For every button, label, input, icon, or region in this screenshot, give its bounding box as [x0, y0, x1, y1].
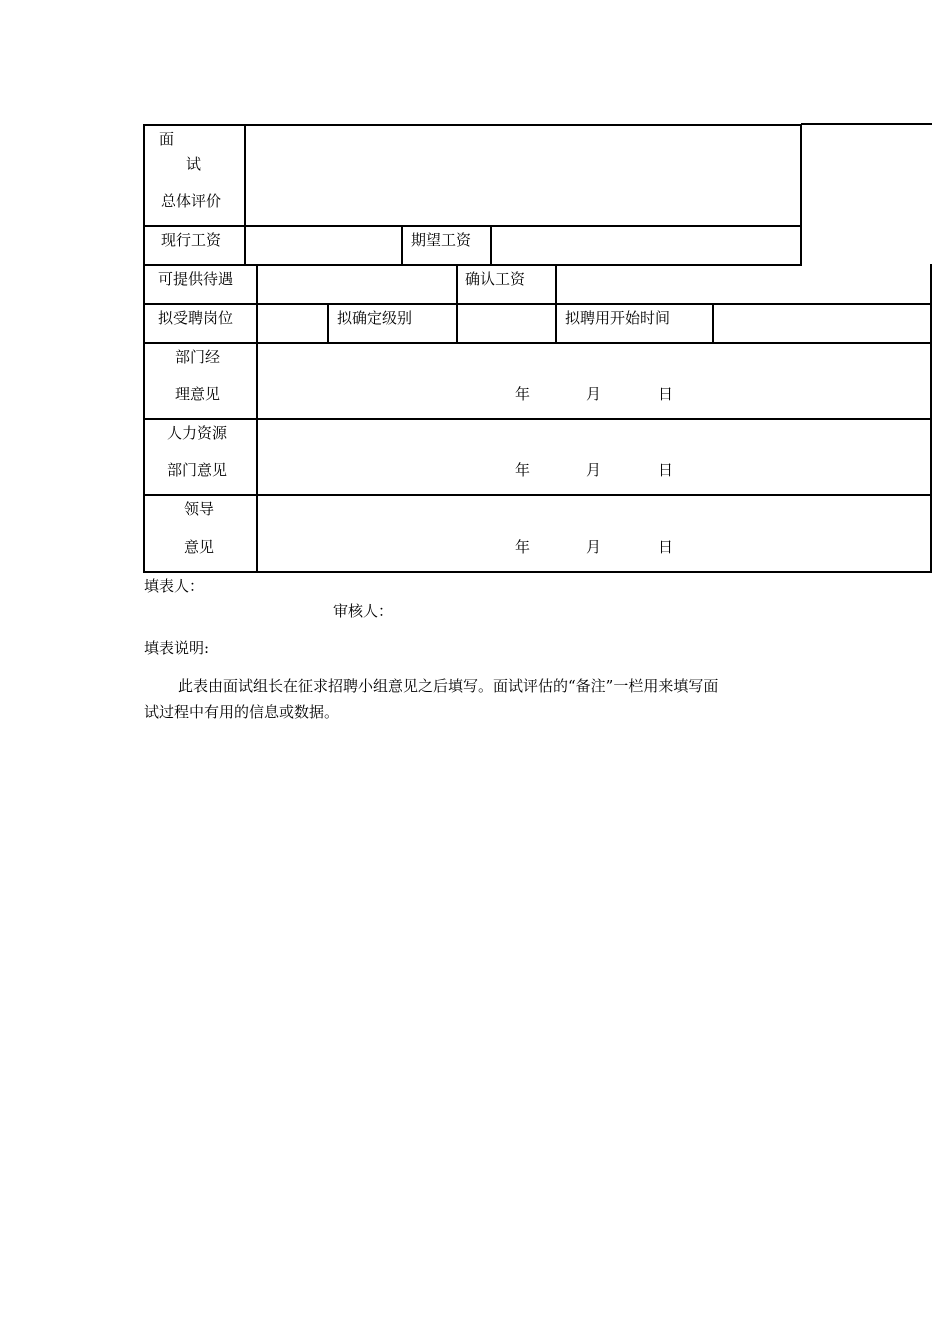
date-month: 月 [586, 538, 602, 556]
current-salary-label: 现行工资 [161, 231, 222, 249]
filler-label: 填表人： [144, 577, 205, 595]
grid-line [401, 225, 403, 266]
reviewer-label: 审核人： [333, 602, 394, 620]
grid-line [800, 124, 802, 266]
grid-line [490, 225, 492, 266]
hr-dept-label-2: 部门意见 [167, 461, 228, 479]
date-day: 日 [658, 538, 674, 556]
grid-line [555, 264, 557, 344]
offer-field[interactable] [259, 267, 455, 302]
confirm-salary-field[interactable] [558, 267, 929, 302]
date-year: 年 [515, 385, 531, 403]
date-year: 年 [515, 538, 531, 556]
date-year: 年 [515, 461, 531, 479]
grid-line [143, 571, 932, 573]
grid-line [143, 124, 801, 126]
grid-line [143, 303, 932, 305]
grid-line [143, 494, 932, 496]
offer-label: 可提供待遇 [158, 270, 234, 288]
current-salary-field[interactable] [247, 228, 400, 263]
date-month: 月 [586, 385, 602, 403]
grid-line [143, 225, 802, 227]
level-label: 拟确定级别 [337, 309, 413, 327]
start-time-label: 拟聘用开始时间 [565, 309, 671, 327]
leader-opinion-field[interactable] [259, 497, 929, 570]
eval-label-3: 总体评价 [161, 192, 222, 210]
hr-opinion-field[interactable] [259, 421, 929, 493]
expected-salary-field[interactable] [493, 228, 799, 263]
leader-label-1: 领导 [184, 500, 215, 518]
notes-paragraph-line1: 此表由面试组长在征求招聘小组意见之后填写。面试评估的“备注”一栏用来填写面 [178, 677, 719, 695]
grid-line [256, 264, 258, 573]
expected-salary-label: 期望工资 [411, 231, 472, 249]
dept-manager-label-1: 部门经 [175, 348, 221, 366]
position-field[interactable] [259, 306, 326, 341]
eval-label-2: 试 [186, 155, 202, 173]
grid-line [143, 264, 802, 266]
date-month: 月 [586, 461, 602, 479]
notes-paragraph-line2: 试过程中有用的信息或数据。 [144, 703, 340, 721]
position-label: 拟受聘岗位 [158, 309, 234, 327]
grid-line [327, 303, 329, 344]
grid-line [930, 264, 932, 573]
dept-manager-opinion-field[interactable] [259, 345, 929, 417]
overall-evaluation-field[interactable] [247, 127, 799, 224]
grid-line [244, 124, 246, 266]
confirm-salary-label: 确认工资 [465, 270, 526, 288]
leader-label-2: 意见 [184, 538, 215, 556]
date-day: 日 [658, 385, 674, 403]
grid-line [712, 303, 714, 344]
dept-manager-label-2: 理意见 [175, 385, 221, 403]
grid-line [143, 124, 145, 573]
grid-line [143, 418, 932, 420]
start-time-field[interactable] [715, 306, 929, 341]
grid-line [143, 342, 932, 344]
hr-dept-label-1: 人力资源 [167, 424, 228, 442]
level-field[interactable] [459, 306, 554, 341]
date-day: 日 [658, 461, 674, 479]
grid-line [801, 123, 932, 125]
grid-line [456, 264, 458, 344]
eval-label-1: 面 [159, 130, 175, 148]
notes-title: 填表说明: [144, 639, 210, 657]
